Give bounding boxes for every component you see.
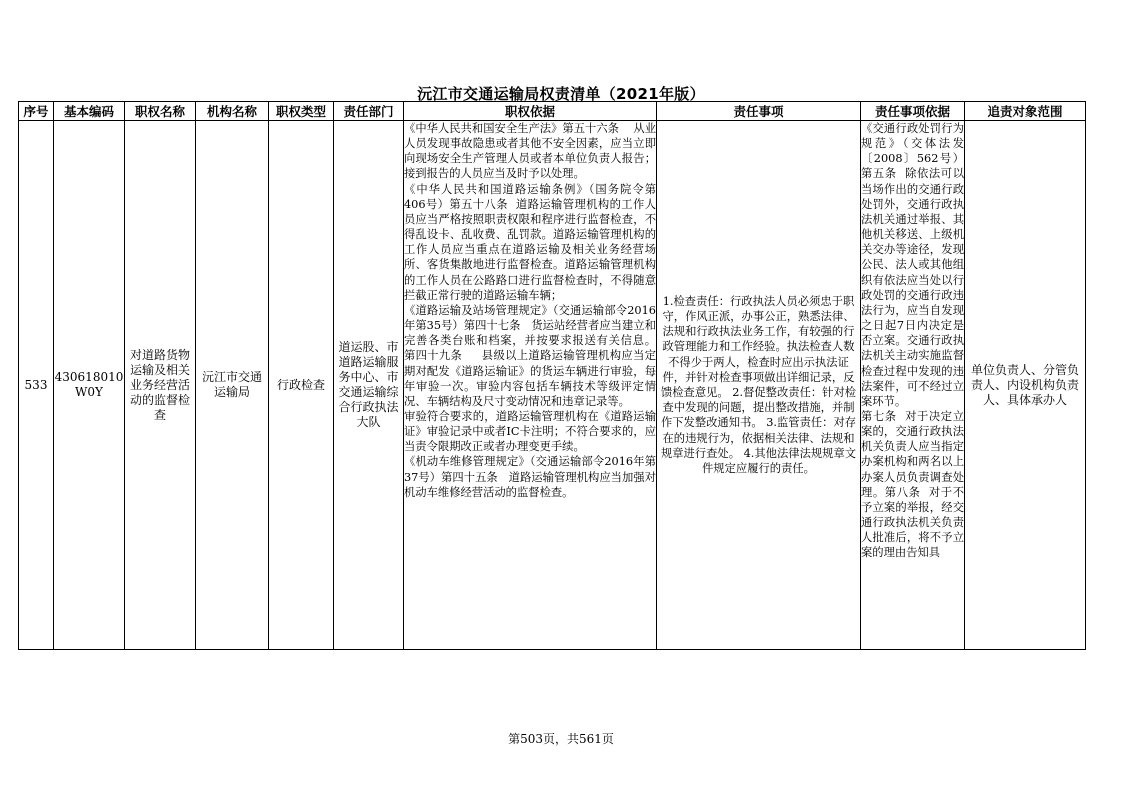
cell-org-name: 沅江市交通运输局 xyxy=(196,121,269,650)
cell-code: 430618010W0Y xyxy=(54,121,125,650)
cell-power-type: 行政检查 xyxy=(269,121,334,650)
basis-paragraph: 审验符合要求的，道路运输管理机构在《道路运输证》审验记录中或者IC卡注明；不符合要求的，应当责令限期改正或者办理变更手续。 xyxy=(404,409,656,454)
header-code: 基本编码 xyxy=(54,102,125,121)
header-duty-basis: 责任事项依据 xyxy=(861,102,965,121)
header-department: 责任部门 xyxy=(334,102,404,121)
duty-basis-paragraph: 《交通行政处罚行为规范》（交体法发〔2008〕562号）第五条 除依法可以当场作出的交通行政处罚外，交通行政执法机关通过举报、其他机关移送、上级机关交办等途径，发现公民、法人或其他组织有依法应当处以行政处罚的交通行政违法行为，应当自发现之日起7日内决定是否立案。交通行政执法机关主动实施监督检查过程中发现的违法案件，可不经过立案环节。 xyxy=(861,122,964,408)
document-title: 沅江市交通运输局权责清单（2021年版） xyxy=(417,85,705,103)
cell-duty: 1.检查责任：行政执法人员必须忠于职守，作风正派，办事公正，熟悉法律、法规和行政执法业务工作，有较强的行政管理能力和工作经验。执法检查人数不得少于两人，检查时应出示执法证件，并针对检查事项做出详细记录，反馈检查意见。 2.督促整改责任：针对检查中发现的问题，提出整改措施，并制作下发整改通知书。 3.监管责任：对存在的违规行为，依据相关法律、法规和规章进行查处。 4.其他法律法规规章文件规定应履行的责任。 xyxy=(657,121,861,650)
duty-basis-paragraph: 第七条 对于决定立案的，交通行政执法机关负责人应当指定办案机构和两名以上办案人员负责调查处理。第八条 对于不予立案的举报，经交通行政执法机关负责人批准后，将不予立案的理由告知具 xyxy=(861,409,964,560)
header-org-name: 机构名称 xyxy=(196,102,269,121)
cell-basis xyxy=(404,121,667,650)
header-power-name: 职权名称 xyxy=(125,102,196,121)
table-row xyxy=(19,121,1086,650)
header-row xyxy=(19,102,1086,121)
cell-department: 道运股、市道路运输服务中心、市交通运输综合行政执法大队 xyxy=(334,121,404,650)
basis-paragraph: 《道路运输及站场管理规定》（交通运输部令2016年第35号）第四十七条 货运站经营者应当建立和完善各类台账和档案，并按要求报送有关信息。 第四十九条 县级以上道路运输管理机构应当定期对配发《道路运输证》的货运车辆进行审验，每年审验一次。审验内容包括车辆技术等级评定情况、车辆结构及尺寸变动情况和违章记录等。 xyxy=(404,303,667,408)
authority-table xyxy=(18,101,1086,650)
cell-accountability: 单位负责人、分管负责人、内设机构负责人、具体承办人 xyxy=(965,121,1086,650)
page-footer: 第503页，共561页 xyxy=(508,732,614,746)
basis-paragraph: 《机动车维修管理规定》（交通运输部令2016年第37号）第四十五条 道路运输管理机构应当加强对机动车维修经营活动的监督检查。 xyxy=(404,455,656,499)
cell-seq: 533 xyxy=(19,121,54,650)
header-duty: 责任事项 xyxy=(657,102,861,121)
header-basis: 职权依据 xyxy=(404,102,657,121)
header-seq: 序号 xyxy=(19,102,54,121)
basis-paragraph: 《中华人民共和国安全生产法》第五十六条 从业人员发现事故隐患或者其他不安全因素，应当立即向现场安全生产管理人员或者本单位负责人报告；接到报告的人员应当及时予以处理。 xyxy=(404,122,656,181)
cell-power-name: 对道路货物运输及相关业务经营活动的监督检查 xyxy=(125,121,196,650)
cell-duty-basis xyxy=(861,121,965,650)
header-accountability: 追责对象范围 xyxy=(965,102,1086,121)
header-power-type: 职权类型 xyxy=(269,102,334,121)
basis-paragraph: 《中华人民共和国道路运输条例》（国务院令第406号）第五十八条 道路运输管理机构的工作人员应当严格按照职责权限和程序进行监督检查，不得乱设卡、乱收费、乱罚款。道路运输管理机构的工作人员应当重点在道路运输及相关业务经营场所、客货集散地进行监督检查。道路运输管理机构的工作人员在公路路口进行监督检查时，不得随意拦截正常行驶的道路运输车辆； xyxy=(404,182,656,302)
